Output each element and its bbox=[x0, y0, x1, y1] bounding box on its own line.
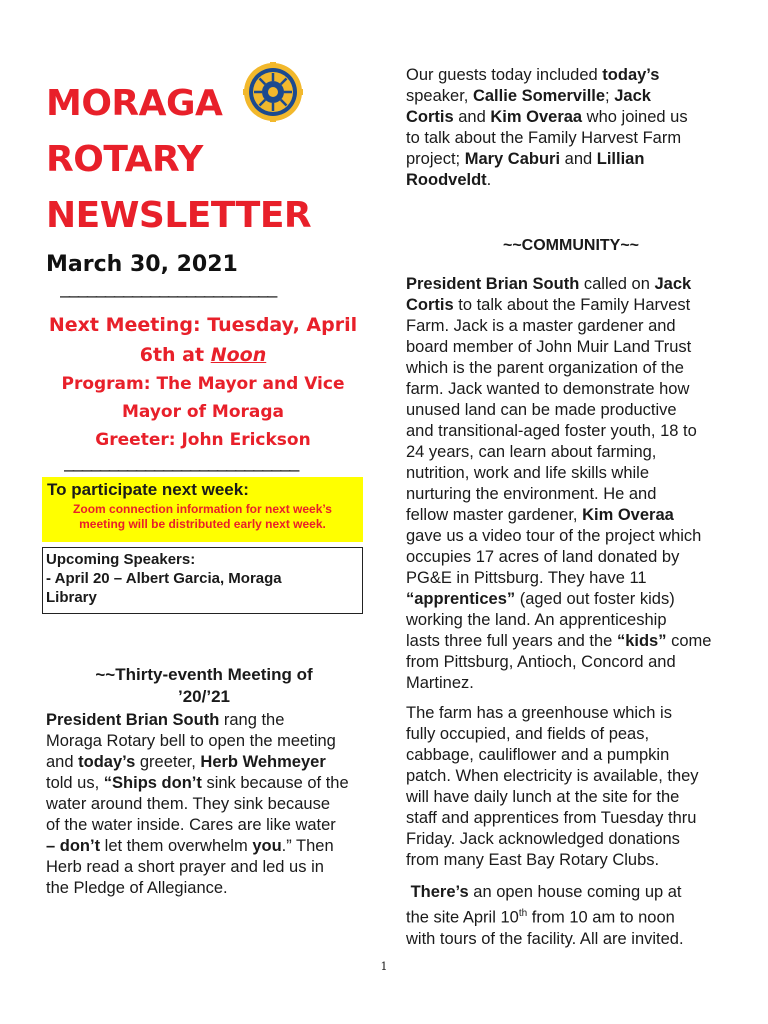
guests-text: speaker, bbox=[406, 87, 473, 105]
community-text: patch. When electricity is available, they bbox=[406, 767, 699, 785]
divider-rule-2: __________________________ bbox=[64, 452, 299, 472]
guest-name: Callie Somerville bbox=[472, 87, 606, 105]
rotary-logo bbox=[243, 62, 303, 122]
community-text: will have daily lunch at the site for the bbox=[406, 788, 680, 806]
guest-name: Mary Caburi bbox=[464, 150, 561, 168]
meeting-text: told us, bbox=[46, 774, 104, 792]
greeter-name: Herb Wehmeyer bbox=[200, 753, 326, 771]
community-text: board member of John Muir Land Trust bbox=[406, 338, 692, 356]
community-text: The farm has a greenhouse which is bbox=[406, 704, 672, 722]
next-meeting-date: 6th at bbox=[139, 344, 211, 366]
community-paragraph-3 bbox=[406, 882, 736, 950]
guests-text: ; bbox=[605, 87, 615, 105]
program-line-1: Program: The Mayor and Vice bbox=[61, 374, 345, 394]
president-name: President Brian South bbox=[406, 275, 580, 293]
next-meeting bbox=[30, 310, 376, 370]
meeting-heading-line-2: ’20/’21 bbox=[178, 687, 230, 706]
participate-heading: To participate next week: bbox=[47, 480, 249, 499]
upcoming-speakers-text bbox=[46, 550, 282, 607]
community-text: Friday. Jack acknowledged donations bbox=[406, 830, 680, 848]
community-text: (aged out foster kids) bbox=[515, 590, 675, 608]
president-name: President Brian South bbox=[46, 711, 220, 729]
meeting-text: “Ships don’t bbox=[103, 774, 202, 792]
community-text: and transitional-aged foster youth, 18 to bbox=[406, 422, 697, 440]
speaker-item-cont: Library bbox=[46, 589, 97, 606]
participate-box bbox=[42, 477, 363, 542]
speakers-heading: Upcoming Speakers: bbox=[46, 551, 196, 568]
community-text: fellow master gardener, bbox=[406, 506, 583, 524]
program-info bbox=[30, 370, 376, 454]
guest-name: Kim Overaa bbox=[490, 108, 583, 126]
community-text: from Pittsburg, Antioch, Concord and bbox=[406, 653, 676, 671]
community-text: Martinez. bbox=[406, 674, 474, 692]
community-text: from many East Bay Rotary Clubs. bbox=[406, 851, 660, 869]
divider-rule-1: ________________________ bbox=[60, 278, 277, 298]
community-heading: ~~COMMUNITY~~ bbox=[502, 237, 640, 254]
issue-date: March 30, 2021 bbox=[46, 252, 238, 277]
zoom-note-line-2: meeting will be distributed early next week. bbox=[79, 517, 326, 531]
community-paragraph-1 bbox=[406, 274, 736, 694]
guest-name: Lillian bbox=[596, 150, 645, 168]
meeting-text: today’s bbox=[78, 753, 136, 771]
community-text: called on bbox=[579, 275, 655, 293]
zoom-note-line-1: Zoom connection information for next week’s bbox=[73, 502, 332, 516]
guest-name: Roodveldt bbox=[406, 171, 487, 189]
community-text: lasts three full years and the bbox=[406, 632, 617, 650]
community-text: nutrition, work and life skills while bbox=[406, 464, 650, 482]
meeting-text: – don’t bbox=[46, 837, 101, 855]
guests-text: and bbox=[453, 108, 491, 126]
meeting-text: the Pledge of Allegiance. bbox=[46, 879, 228, 897]
community-text: nurturing the environment. He and bbox=[406, 485, 657, 503]
meeting-paragraph bbox=[46, 710, 366, 899]
title-line-3: NEWSLETTER bbox=[46, 195, 312, 236]
community-text: “kids” bbox=[616, 632, 667, 650]
meeting-text: let them overwhelm bbox=[100, 837, 253, 855]
guests-text: project; bbox=[406, 150, 465, 168]
next-meeting-line-1: Next Meeting: Tuesday, April bbox=[48, 314, 358, 336]
speaker-item: - April 20 – Albert Garcia, Moraga bbox=[46, 570, 282, 587]
guests-text: today’s bbox=[602, 66, 660, 84]
guests-text: Our guests today included bbox=[406, 66, 603, 84]
meeting-text: Herb read a short prayer and led us in bbox=[46, 858, 324, 876]
program-line-2: Mayor of Moraga bbox=[121, 402, 284, 422]
community-text: working the land. An apprenticeship bbox=[406, 611, 667, 629]
zoom-note bbox=[42, 502, 363, 532]
community-text: from 10 am to noon bbox=[527, 908, 675, 927]
meeting-text: .” Then bbox=[281, 837, 334, 855]
community-text: “apprentices” bbox=[406, 590, 516, 608]
ordinal-suffix: th bbox=[518, 908, 528, 919]
community-text: Farm. Jack is a master gardener and bbox=[406, 317, 676, 335]
community-text: with tours of the facility. All are invited. bbox=[406, 929, 684, 948]
title-line-2: ROTARY bbox=[46, 139, 203, 180]
meeting-text: you bbox=[252, 837, 282, 855]
community-text: gave us a video tour of the project which bbox=[406, 527, 702, 545]
guests-paragraph bbox=[406, 65, 736, 191]
guests-text: who joined us bbox=[582, 108, 688, 126]
title-line-1: MORAGA bbox=[46, 83, 223, 124]
guests-text: to talk about the Family Harvest Farm bbox=[406, 129, 682, 147]
meeting-text: Moraga Rotary bell to open the meeting bbox=[46, 732, 336, 750]
meeting-heading bbox=[46, 664, 362, 708]
guest-name: Jack bbox=[614, 87, 651, 105]
guests-text: . bbox=[486, 171, 492, 189]
meeting-text: and bbox=[46, 753, 79, 771]
community-text: come bbox=[666, 632, 712, 650]
community-text: staff and apprentices from Tuesday thru bbox=[406, 809, 697, 827]
meeting-text: of the water inside. Cares are like water bbox=[46, 816, 336, 834]
meeting-text: water around them. They sink because bbox=[46, 795, 331, 813]
next-meeting-line-2 bbox=[30, 340, 376, 370]
community-text: occupies 17 acres of land donated by bbox=[406, 548, 680, 566]
community-text: There’s bbox=[410, 883, 469, 901]
page-number: 1 bbox=[380, 960, 388, 973]
community-text: to talk about the Family Harvest bbox=[453, 296, 691, 314]
guests-text: and bbox=[560, 150, 597, 168]
meeting-heading-line-1: ~~Thirty-eventh Meeting of bbox=[95, 665, 313, 684]
community-text: cabbage, cauliflower and a pumpkin bbox=[406, 746, 670, 764]
speaker-name: Cortis bbox=[406, 296, 454, 314]
meeting-text: greeter, bbox=[135, 753, 201, 771]
community-text: unused land can be made productive bbox=[406, 401, 677, 419]
speaker-name: Jack bbox=[654, 275, 692, 293]
community-text: fully occupied, and fields of peas, bbox=[406, 725, 650, 743]
greeter-line: Greeter: John Erickson bbox=[95, 430, 311, 450]
guest-name: Cortis bbox=[406, 108, 454, 126]
community-text: farm. Jack wanted to demonstrate how bbox=[406, 380, 690, 398]
next-meeting-time: Noon bbox=[210, 344, 267, 366]
community-text: PG&E in Pittsburg. They have 11 bbox=[406, 569, 647, 587]
community-text: an open house coming up at bbox=[468, 883, 682, 901]
meeting-text: sink because of the bbox=[201, 774, 349, 792]
upcoming-speakers-box bbox=[42, 547, 363, 614]
meeting-text: rang the bbox=[219, 711, 285, 729]
gardener-name: Kim Overaa bbox=[582, 506, 674, 524]
community-text: 24 years, can learn about farming, bbox=[406, 443, 657, 461]
newsletter-title bbox=[46, 76, 362, 244]
community-text: the site April 10 bbox=[406, 908, 519, 927]
community-paragraph-2 bbox=[406, 703, 736, 871]
community-text: which is the parent organization of the bbox=[406, 359, 684, 377]
